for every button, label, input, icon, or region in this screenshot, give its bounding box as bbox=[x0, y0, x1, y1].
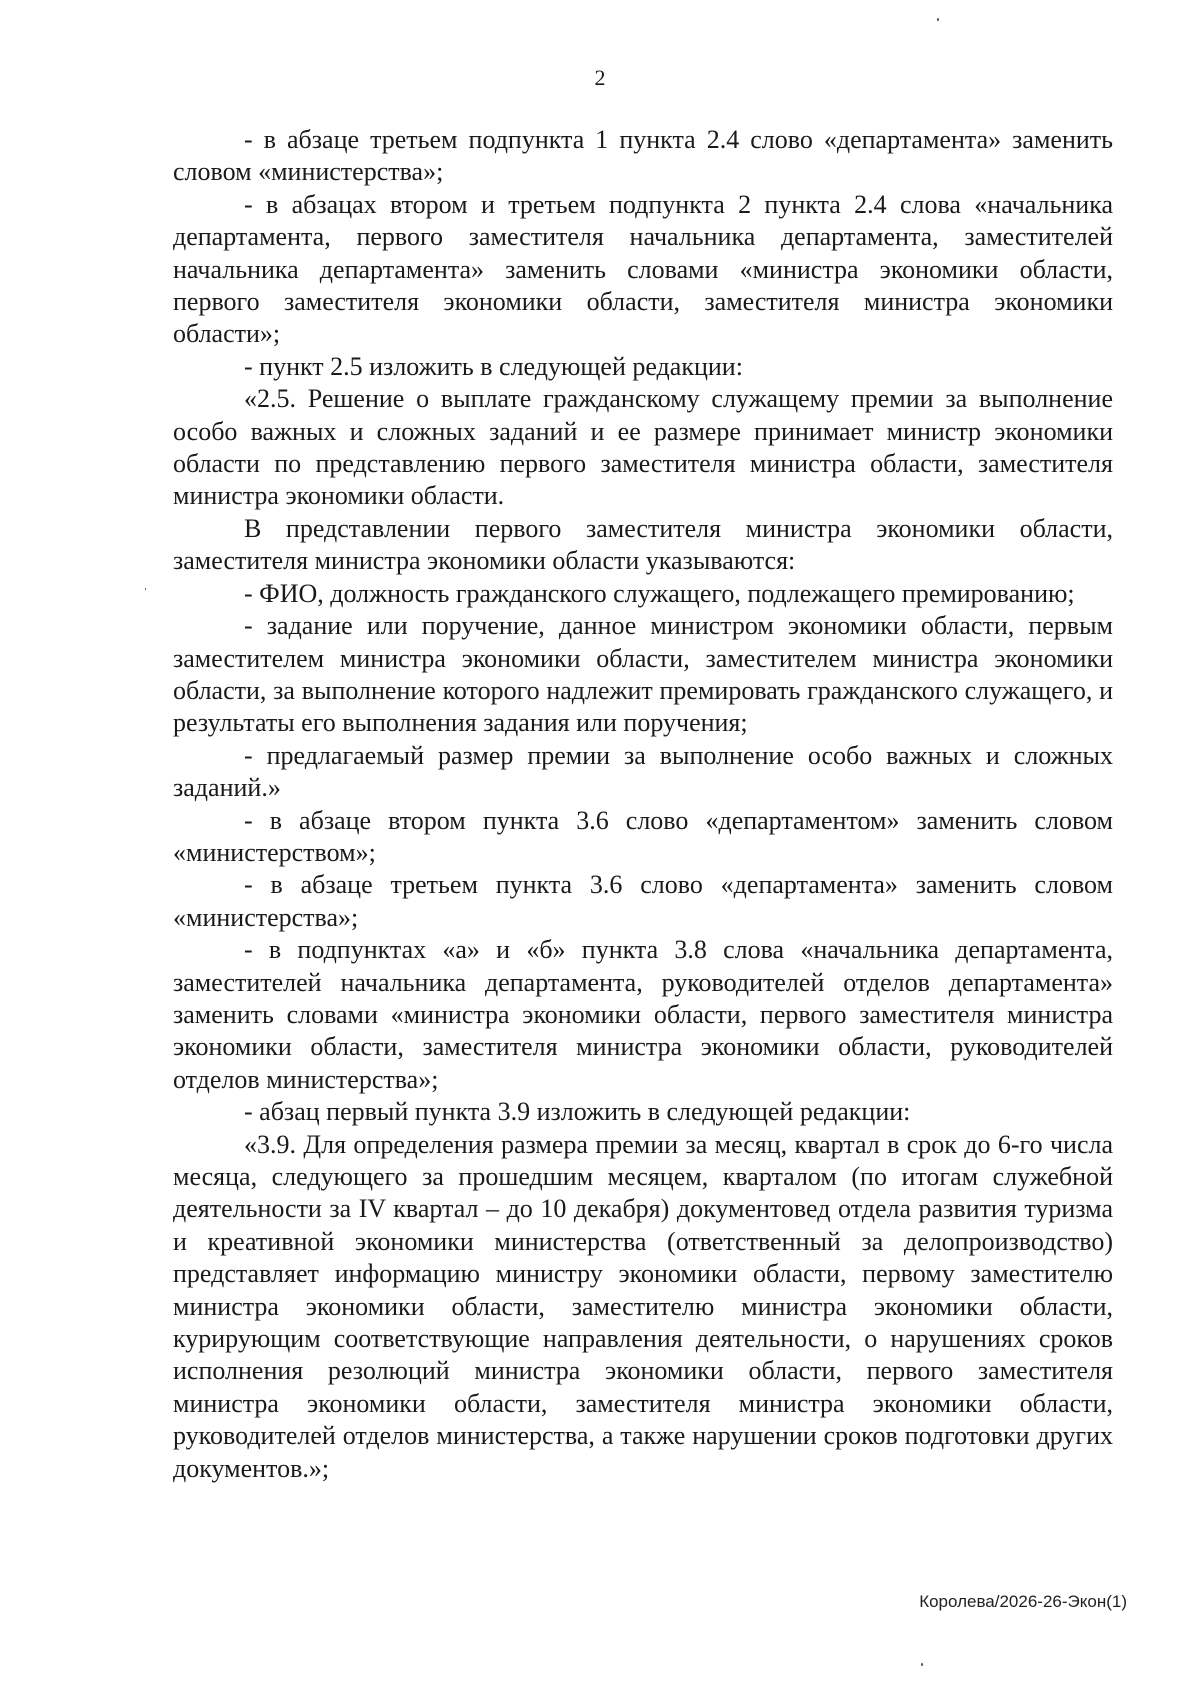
document-body bbox=[173, 124, 1113, 1485]
scan-speck bbox=[921, 1663, 923, 1666]
paragraph-2: - в абзацах втором и третьем подпункта 2 пункта 2.4 слова «начальника департамента, первого заместителя начальника департамента, заместителей начальника департамента» заменить словами «министра экономики области, первого заместителя экономики области, заместителя министра экономики области»; bbox=[173, 189, 1113, 349]
paragraph-5: В представлении первого заместителя министра экономики области, заместителя министра экономики области указываются: bbox=[173, 513, 1113, 576]
scan-speck bbox=[145, 588, 146, 590]
paragraph-3: - пункт 2.5 изложить в следующей редакции: bbox=[244, 351, 743, 381]
scan-speck bbox=[937, 18, 939, 21]
paragraph-7: - задание или поручение, данное министром экономики области, первым заместителем министра экономики области, заместителем министра экономики области, за выполнение которого надлежит премировать гражданского служащего, и результаты его выполнения задания или поручения; bbox=[173, 611, 1113, 738]
paragraph-1: - в абзаце третьем подпункта 1 пункта 2.4 слово «департамента» заменить словом «министерства»; bbox=[173, 125, 1113, 187]
document-reference-code: Королева/2026-26-Экон(1) bbox=[919, 1592, 1127, 1611]
paragraph-8: - предлагаемый размер премии за выполнение особо важных и сложных заданий.» bbox=[173, 740, 1113, 803]
page-number: 2 bbox=[594, 65, 606, 90]
paragraph-12: - абзац первый пункта 3.9 изложить в следующей редакции: bbox=[244, 1097, 911, 1127]
paragraph-4: «2.5. Решение о выплате гражданскому служащему премии за выполнение особо важных и сложных заданий и ее размере принимает министр экономики области по представлению первого заместителя министра области, заместителя министра экономики области. bbox=[173, 384, 1113, 511]
paragraph-6: - ФИО, должность гражданского служащего, подлежащего премированию; bbox=[244, 578, 1075, 608]
paragraph-10: - в абзаце третьем пункта 3.6 слово «департамента» заменить словом «министерства»; bbox=[173, 870, 1113, 932]
paragraph-13: «3.9. Для определения размера премии за месяц, квартал в срок до 6-го числа месяца, следующего за прошедшим месяцем, кварталом (по итогам служебной деятельности за IV квартал – до 10 декабря) документовед отдела развития туризма и креативной экономики министерства (ответственный за делопроизводство) представляет информацию министру экономики области, первому заместителю министра экономики области, заместителю министра экономики области, курирующим соответствующие направления деятельности, о нарушениях сроков исполнения резолюций министра экономики области, первого заместителя министра экономики области, заместителя министра экономики области, руководителей отделов министерства, а также нарушении сроков подготовки других документов.»; bbox=[173, 1129, 1113, 1483]
paragraph-9: - в абзаце втором пункта 3.6 слово «департаментом» заменить словом «министерством»; bbox=[173, 805, 1113, 867]
paragraph-11: - в подпунктах «а» и «б» пункта 3.8 слова «начальника департамента, заместителей начальника департамента, руководителей отделов департамента» заменить словами «министра экономики области, первого заместителя министра экономики области, заместителя министра экономики области, руководителей отделов министерства»; bbox=[173, 935, 1113, 1094]
